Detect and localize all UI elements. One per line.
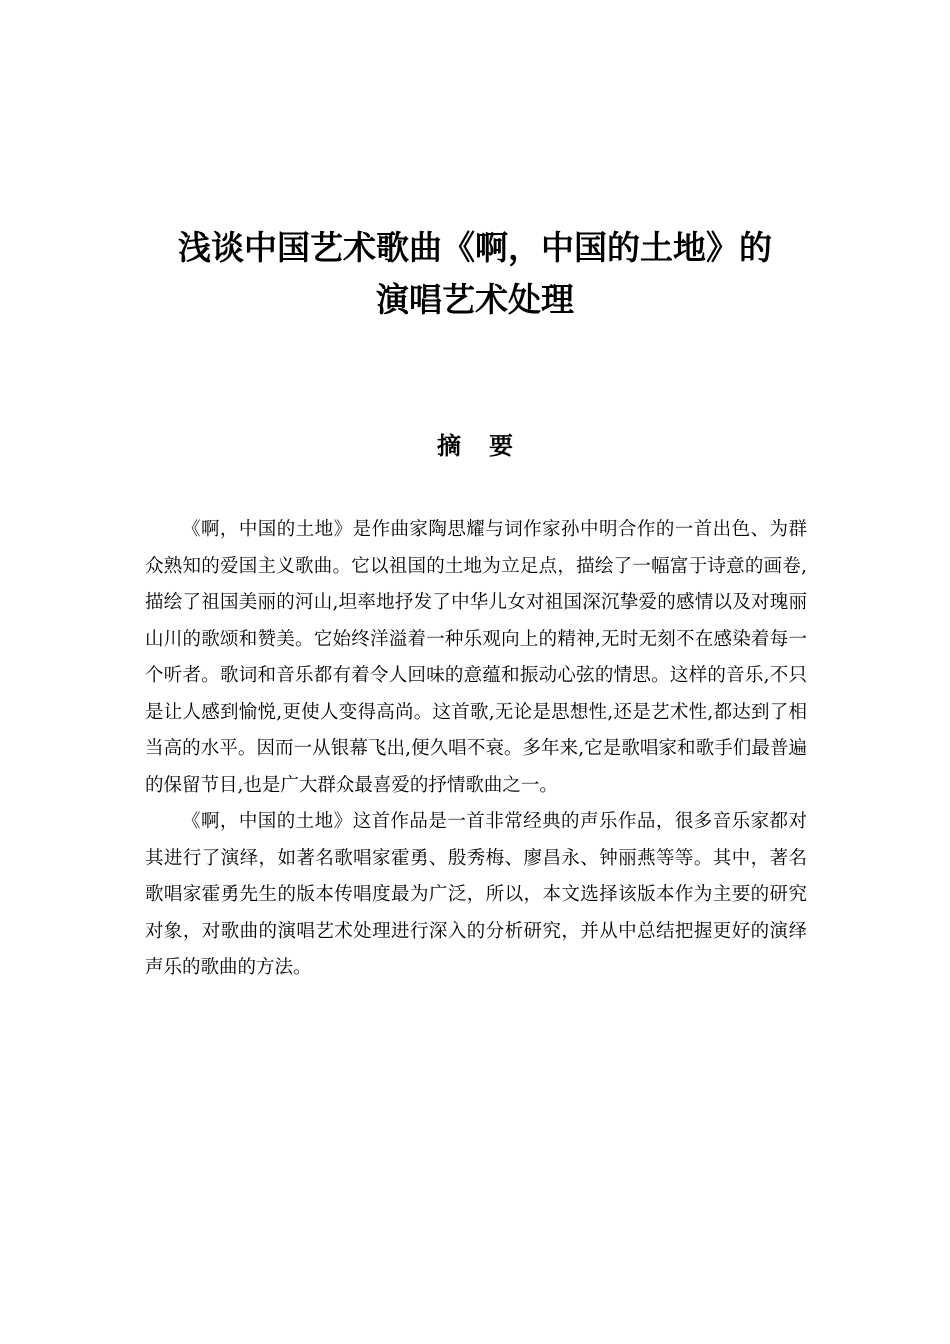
document-title — [100, 222, 850, 326]
abstract-body — [145, 512, 807, 987]
abstract-paragraph-2: 《啊，中国的土地》这首作品是一首非常经典的声乐作品，很多音乐家都对其进行了演绎，如著名歌唱家霍勇、殷秀梅、廖昌永、钟丽燕等等。其中，著名歌唱家霍勇先生的版本传唱度最为广泛，所以，本文选择该版本作为主要的研究对象，对歌曲的演唱艺术处理进行深入的分析研究，并从中总结把握更好的演绎声乐的歌曲的方法。 — [145, 811, 807, 978]
abstract-heading: 摘要 — [437, 432, 541, 460]
abstract-paragraph-1: 《啊，中国的土地》是作曲家陶思耀与词作家孙中明合作的一首出色、为群众熟知的爱国主义歌曲。它以祖国的土地为立足点，描绘了一幅富于诗意的画卷,描绘了祖国美丽的河山,坦率地抒发了中华儿女对祖国深沉挚爱的感情以及对瑰丽山川的歌颂和赞美。它始终洋溢着一种乐观向上的精神,无时无刻不在感染着每一个听者。歌词和音乐都有着令人回味的意蕴和振动心弦的情思。这样的音乐,不只是让人感到愉悦,更使人变得高尚。这首歌,无论是思想性,还是艺术性,都达到了相当高的水平。因而一从银幕飞出,便久唱不衰。多年来,它是歌唱家和歌手们最普遍的保留节目,也是广大群众最喜爱的抒情歌曲之一。 — [145, 519, 807, 796]
title-line-2: 演唱艺术处理 — [376, 280, 574, 319]
title-line-1: 浅谈中国艺术歌曲《啊，中国的土地》的 — [178, 228, 772, 267]
